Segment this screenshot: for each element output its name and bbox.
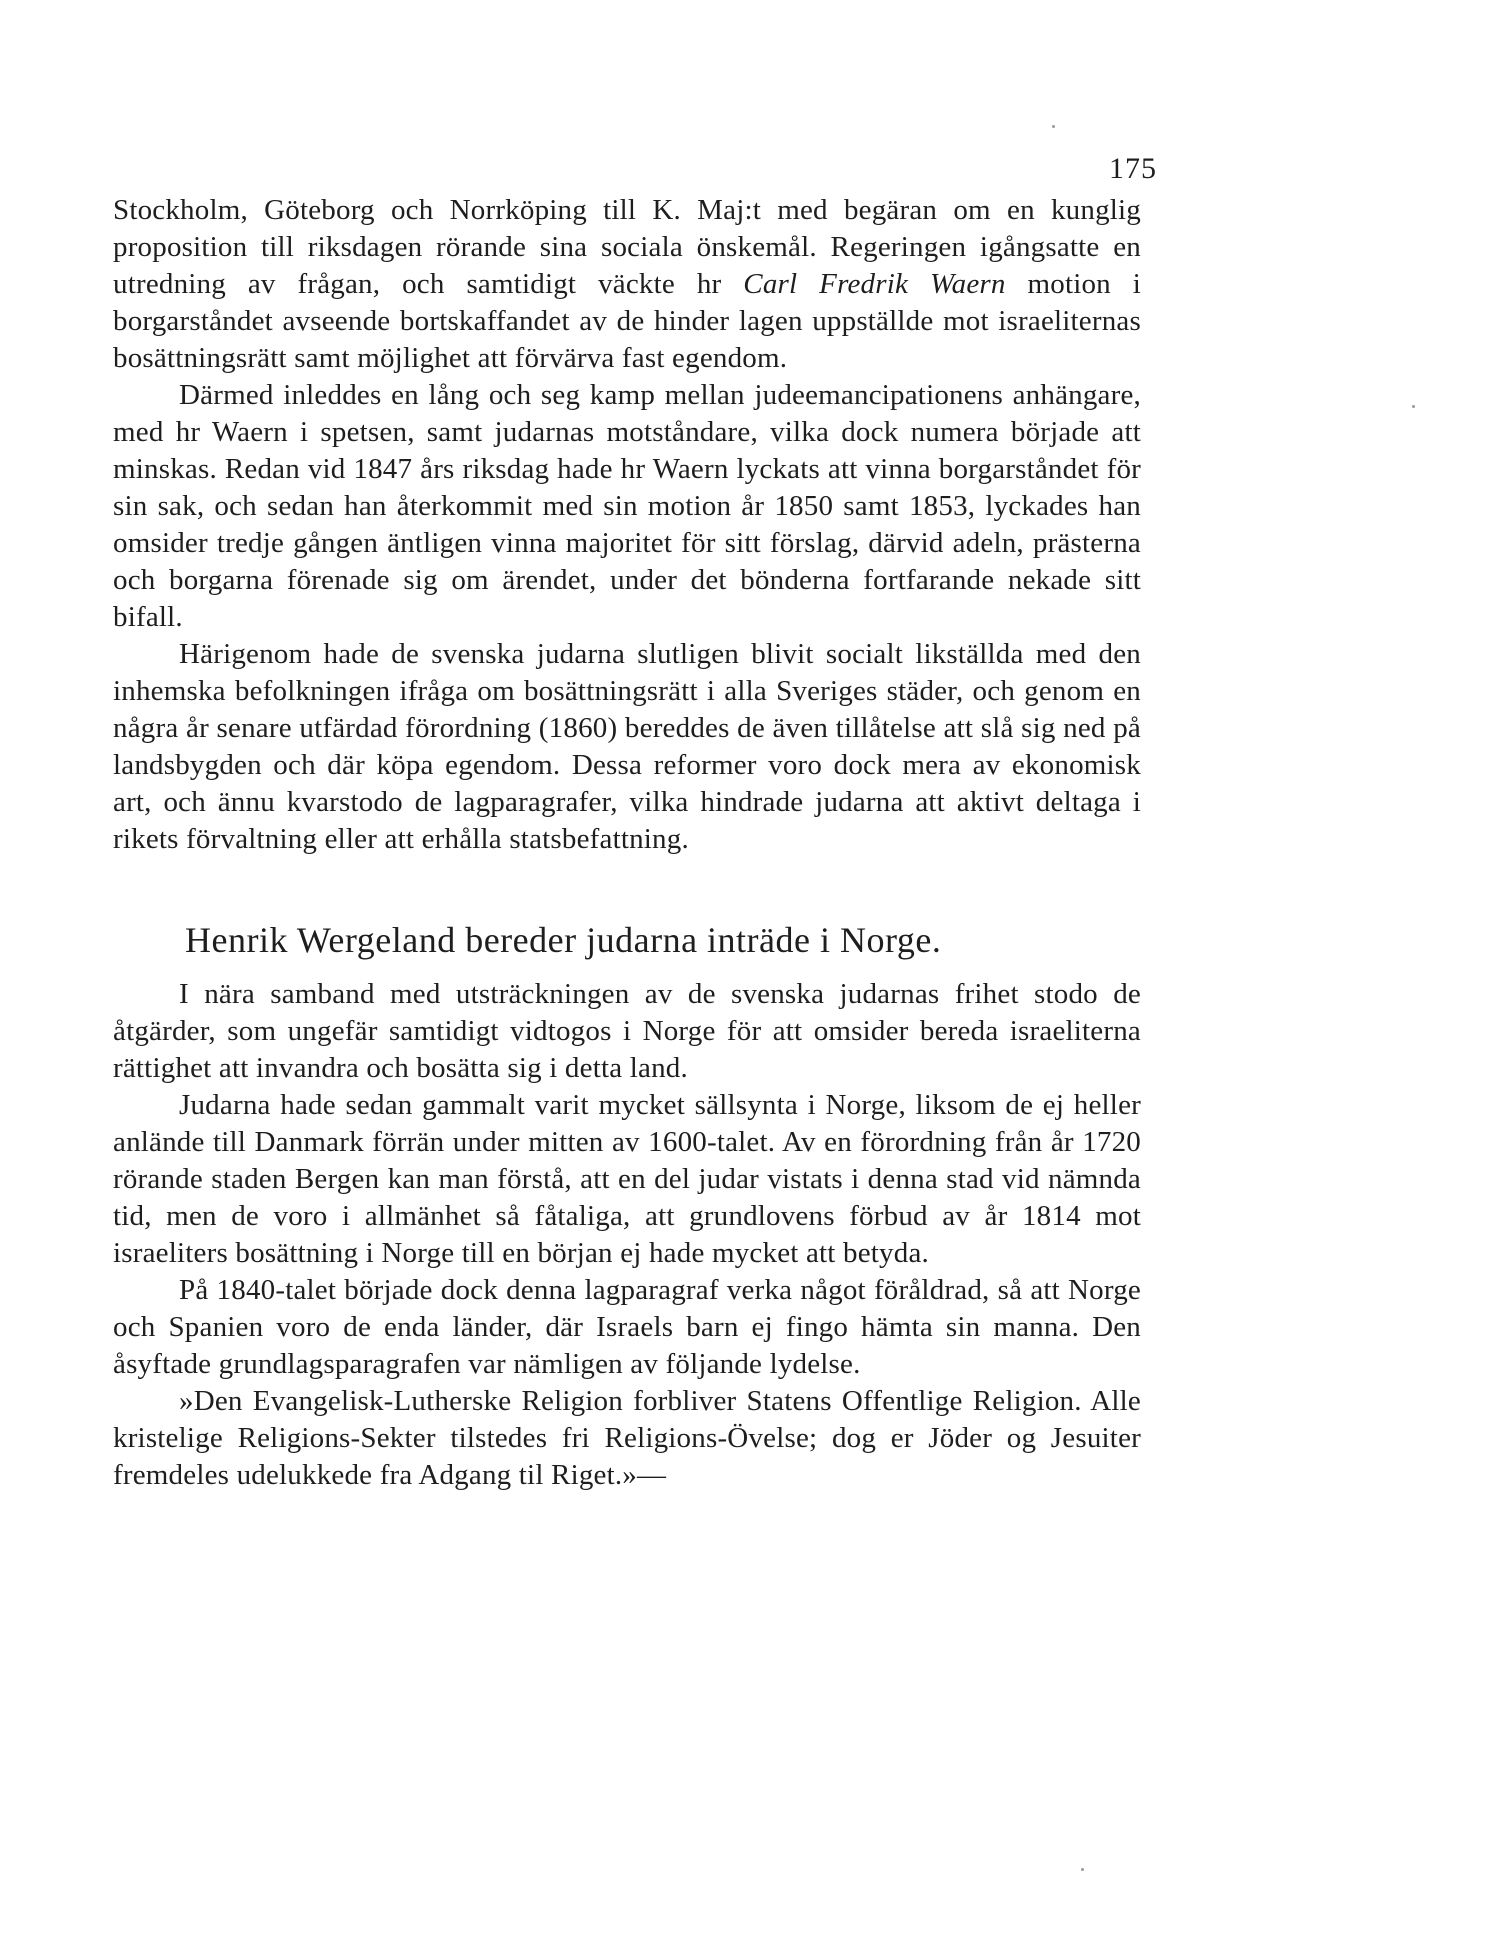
paragraph-p4: [113, 976, 1141, 1087]
text-run: Härigenom hade de svenska judarna slutligen blivit socialt likställda med den inhemska befolkningen ifråga om bosättningsrätt i alla Sveriges städer, och genom en några år senare utfärdad förordning (1860) bereddes de även tillåtelse att slå sig ned på landsbygden och där köpa egendom. Dessa reformer voro dock mera av ekonomisk art, och ännu kvarstodo de lagparagrafer, vilka hindrade judarna att aktivt deltaga i rikets förvaltning eller att erhålla statsbefattning.: [113, 638, 1141, 855]
paragraph-p5: [113, 1087, 1141, 1272]
text-run: Stockholm, Göteborg och Norrköping till K. Maj:t med begäran om en kunglig proposition till riksdagen rörande sina sociala önskemål. Regeringen igångsatte en utredning av frågan, och samtidigt väckte hr: [113, 194, 1141, 300]
text-run: »Den Evangelisk-Lutherske Religion forbliver Statens Offentlige Religion. Alle kristelige Religions-Sekter tilstedes fri Religions-Övelse; dog er Jöder og Jesuiter fremdeles udelukkede fra Adgang til Riget.»—: [113, 1385, 1141, 1491]
paragraphs-after: [113, 976, 1141, 1494]
page-number: 175: [1109, 152, 1157, 185]
scan-speck: [1081, 1868, 1084, 1871]
paragraph-p6: [113, 1272, 1141, 1383]
scan-speck: [1412, 405, 1415, 408]
text-run: Judarna hade sedan gammalt varit mycket sällsynta i Norge, liksom de ej heller anlände till Danmark förrän under mitten av 1600-talet. Av en förordning från år 1720 rörande staden Bergen kan man förstå, att en del judar vistats i denna stad vid nämnda tid, men de voro i allmänhet så fåtaliga, att grundlovens förbud av år 1814 mot israeliters bosättning i Norge till en början ej hade mycket att betyda.: [113, 1089, 1141, 1269]
section-heading: Henrik Wergeland bereder judarna inträde i Norge.: [185, 920, 942, 960]
paragraph-p7: [113, 1383, 1141, 1494]
text-run: Därmed inleddes en lång och seg kamp mellan judeemancipationens anhängare, med hr Waern i spetsen, samt judarnas motståndare, vilka dock numera började att minskas. Redan vid 1847 års riksdag hade hr Waern lyckats att vinna borgarståndet för sin sak, och sedan han återkommit med sin motion år 1850 samt 1853, lyckades han omsider tredje gången äntligen vinna majoritet för sitt förslag, därvid adeln, prästerna och borgarna förenade sig om ärendet, under det bönderna fortfarande nekade sitt bifall.: [113, 379, 1141, 633]
text-run: motion i borgarståndet avseende bortskaffandet av de hinder lagen uppställde mot israeliternas bosättningsrätt samt möjlighet att förvärva fast egendom.: [113, 268, 1142, 374]
paragraphs-before: [113, 192, 1141, 858]
text-column: [113, 192, 1141, 1494]
scan-speck: [1052, 125, 1055, 128]
text-run: På 1840-talet började dock denna lagparagraf verka något föråldrad, så att Norge och Spanien voro de enda länder, där Israels barn ej fingo hämta sin manna. Den åsyftade grundlagsparagrafen var nämligen av följande lydelse.: [113, 1274, 1141, 1380]
italic-name: Carl Fredrik Waern: [743, 268, 1006, 300]
text-run: I nära samband med utsträckningen av de svenska judarnas frihet stodo de åtgärder, som ungefär samtidigt vidtogos i Norge för att omsider bereda israeliterna rättighet att invandra och bosätta sig i detta land.: [113, 978, 1141, 1084]
paragraph-p1: [113, 192, 1141, 377]
paragraph-p2: [113, 377, 1141, 636]
paragraph-p3: [113, 636, 1141, 858]
